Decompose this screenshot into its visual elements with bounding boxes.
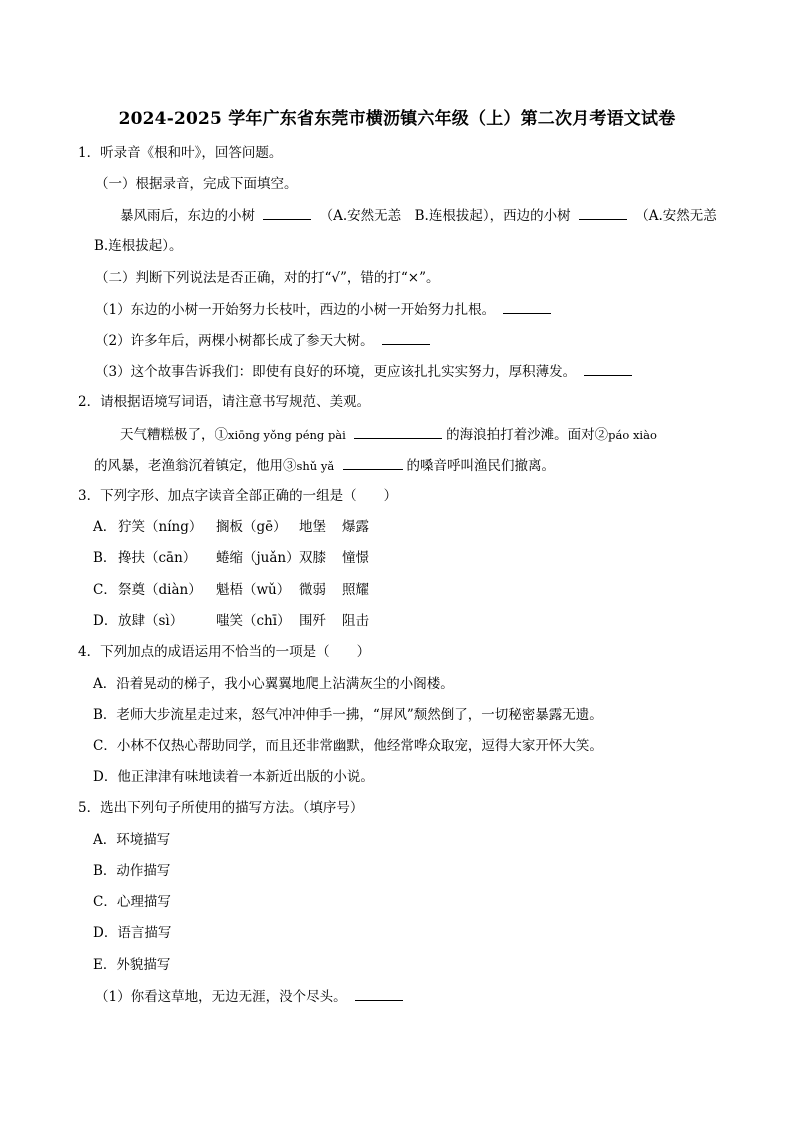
q1-s2-text: （2）许多年后，两棵小树都长成了参天大树。 (95, 333, 374, 349)
answer-blank[interactable] (263, 205, 311, 220)
q5-option-a: A．环境描写 (93, 832, 171, 848)
q5-option-e: E．外貌描写 (93, 957, 171, 973)
q3-option-word: 狞笑（níng） (118, 519, 203, 535)
q2-line-1 (120, 424, 657, 445)
answer-blank[interactable] (503, 299, 551, 314)
q1-s1-text: （1）东边的小树一开始努力长枝叶，西边的小树一开始努力扎根。 (95, 302, 496, 318)
q5-stem: 5．选出下列句子所使用的描写方法。（填序号） (78, 800, 364, 816)
q1-fill-b: （A.安然无恙 B.连根拔起），西边的小树 (319, 208, 571, 224)
q2-line-2 (94, 455, 555, 476)
q4-option-d: D．他正津津有味地读着一本新近出版的小说。 (93, 769, 374, 785)
answer-blank[interactable] (584, 361, 632, 376)
page-title: 2024-2025 学年广东省东莞市横沥镇六年级（上）第二次月考语文试卷 (118, 109, 676, 129)
q3-option-word: 憧憬 (342, 550, 369, 566)
q3-option-word: 魁梧（wǔ） (216, 582, 291, 598)
q3-option-word: 双膝 (299, 550, 326, 566)
q3-option-word: 地堡 (299, 519, 326, 535)
q3-option-word: 祭奠（diàn） (118, 582, 202, 598)
q3-stem: 3．下列字形、加点字读音全部正确的一组是（ ） (78, 488, 398, 504)
q5-option-c: C．心理描写 (93, 894, 171, 910)
q3-option-word: 嗤笑（chī） (216, 613, 291, 629)
q5-option-d: D．语言描写 (93, 925, 172, 941)
q3-option-letter: C． (93, 582, 117, 598)
q5-option-b: B．动作描写 (93, 863, 171, 879)
q1-stem: 1．听录音《根和叶》，回答问题。 (78, 145, 283, 161)
q3-option-word: 阻击 (342, 613, 369, 629)
q5-statement-1 (95, 986, 407, 1007)
q4-option-b: B．老师大步流星走过来，怒气冲冲伸手一拂，“屏风”颓然倒了，一切秘密暴露无遗。 (93, 707, 603, 723)
q1-fill-a: 暴风雨后，东边的小树 (120, 208, 255, 224)
q1-part2: （二）判断下列说法是否正确，对的打“√”，错的打“×”。 (95, 270, 440, 286)
q4-option-c: C．小林不仅热心帮助同学，而且还非常幽默，他经常哗众取宠，逗得大家开怀大笑。 (93, 738, 603, 754)
q2-l2a: 的风暴，老渔翁沉着镇定，他用③ (94, 458, 297, 474)
q4-stem: 4．下列加点的成语运用不恰当的一项是（ ） (78, 644, 371, 660)
answer-blank[interactable] (579, 205, 627, 220)
q3-option-letter: B． (93, 550, 117, 566)
q3-option-word: 蜷缩（juǎn） (216, 550, 300, 566)
q3-option-word: 照耀 (342, 582, 369, 598)
q3-option-letter: A． (93, 519, 117, 535)
q1-fill-c: （A.安然无恙 (635, 208, 717, 224)
q2-l2b: 的嗓音呼叫渔民们撤离。 (406, 458, 556, 474)
answer-blank[interactable] (382, 330, 430, 345)
q1-fill-d: B.连根拔起）。 (94, 238, 183, 254)
q3-option-word: 搀扶（cān） (118, 550, 197, 566)
q2-l1b: 的海浪拍打着沙滩。面对② (446, 427, 609, 443)
pinyin-2: páo xiào (608, 428, 657, 442)
answer-blank[interactable] (343, 455, 403, 470)
q1-statement-1 (95, 299, 555, 320)
q2-stem: 2．请根据语境写词语，请注意书写规范、美观。 (78, 394, 371, 410)
q3-option-word: 围歼 (299, 613, 326, 629)
q1-part1: （一）根据录音，完成下面填空。 (95, 176, 298, 192)
pinyin-1: xiōng yǒng péng pài (228, 428, 346, 442)
answer-blank[interactable] (354, 424, 442, 439)
q3-option-word: 爆露 (342, 519, 369, 535)
q3-option-word: 搁板（gē） (216, 519, 287, 535)
q4-option-a: A．沿着晃动的梯子，我小心翼翼地爬上沾满灰尘的小阁楼。 (93, 676, 454, 692)
q1-s3-text: （3）这个故事告诉我们：即使有良好的环境，更应该扎扎实实努力，厚积薄发。 (95, 364, 577, 380)
q3-option-word: 放肆（sì） (118, 613, 184, 629)
q3-option-word: 微弱 (299, 582, 326, 598)
q1-statement-3 (95, 361, 636, 382)
q2-l1a: 天气糟糕极了，① (120, 427, 228, 443)
q1-fill-line (120, 205, 717, 226)
q3-option-letter: D． (93, 613, 118, 629)
answer-blank[interactable] (355, 986, 403, 1001)
q1-statement-2 (95, 330, 434, 351)
q5-s1-text: （1）你看这草地，无边无涯，没个尽头。 (95, 989, 347, 1005)
pinyin-3: shǔ yǎ (296, 459, 335, 473)
